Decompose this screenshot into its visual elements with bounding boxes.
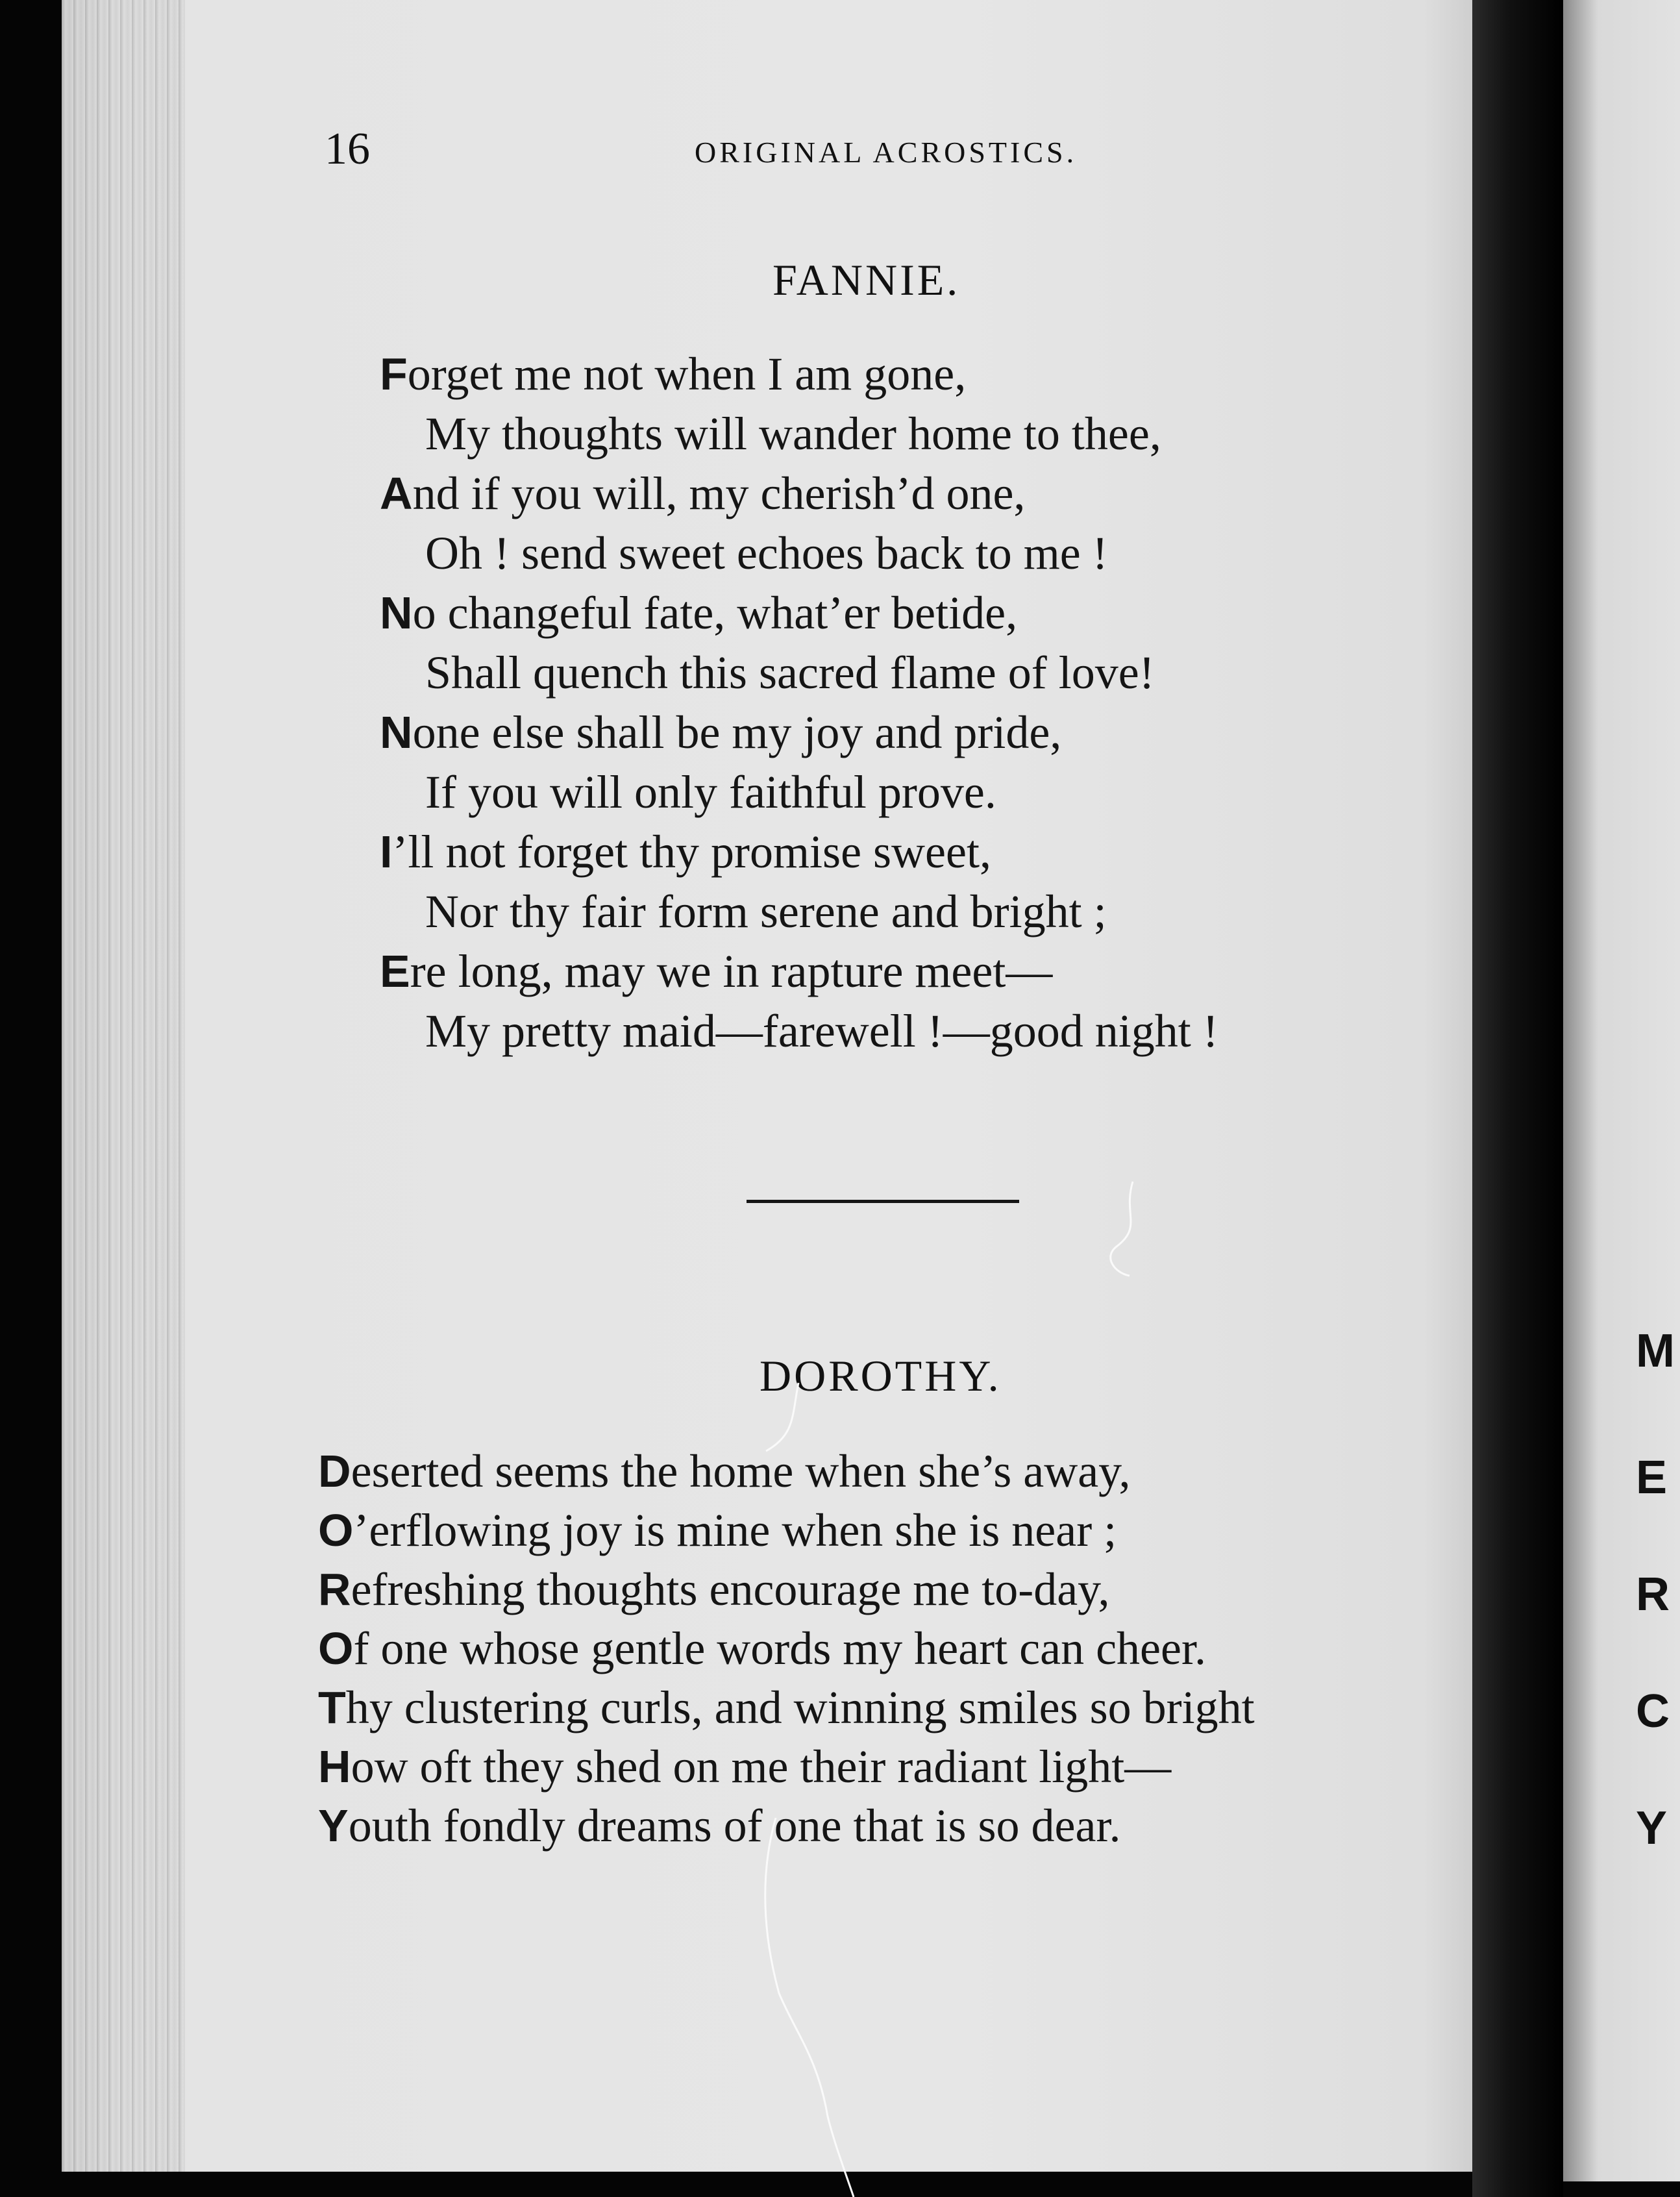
acrostic-initial: T [318,1682,346,1733]
line-text: ’erflowing joy is mine when she is near ; [353,1504,1117,1556]
line-text: efreshing thoughts encourage me to-day, [351,1563,1110,1615]
facing-page-letter: M [1636,1325,1675,1377]
line-text: My pretty maid—farewell !—good night ! [425,1005,1218,1057]
facing-page-letter: E [1636,1452,1668,1504]
line-text: one else shall be my joy and pride, [412,706,1062,758]
acrostic-initial: N [380,707,413,758]
running-head-title: ORIGINAL ACROSTICS. [695,136,1078,169]
line-text: orget me not when I am gone, [407,348,967,400]
acrostic-initial: N [380,588,413,638]
poem-title: DOROTHY. [760,1351,1002,1400]
acrostic-initial: E [380,946,410,997]
acrostic-initial: D [318,1446,351,1496]
acrostic-initial: O [318,1623,354,1674]
facing-page-letter: Y [1636,1802,1668,1854]
facing-page-letter: R [1636,1569,1670,1620]
line-text: eserted seems the home when she’s away, [351,1445,1131,1497]
line-text: f one whose gentle words my heart can cheer. [353,1622,1206,1674]
acrostic-initial: F [380,349,408,399]
line-text: re long, may we in rapture meet— [410,945,1053,997]
line-text: If you will only faithful prove. [425,766,996,818]
line-text: ’ll not forget thy promise sweet, [392,826,991,878]
line-text: outh fondly dreams of one that is so dear. [348,1800,1121,1852]
line-text: Nor thy fair form serene and bright ; [425,886,1107,937]
acrostic-initial: Y [318,1800,349,1851]
acrostic-initial: R [318,1564,351,1615]
poem-title: FANNIE. [772,255,961,304]
page-number: 16 [325,124,370,174]
line-text: hy clustering curls, and winning smiles so bright [345,1682,1255,1733]
line-text: My thoughts will wander home to thee, [425,408,1161,460]
acrostic-initial: A [380,468,413,519]
acrostic-initial: I [380,826,393,877]
line-text: ow oft they shed on me their radiant light— [351,1741,1172,1793]
line-text: nd if you will, my cherish’d one, [412,467,1026,519]
acrostic-initial: H [318,1741,351,1792]
line-text: o changeful fate, what’er betide, [412,587,1018,639]
line-text: Shall quench this sacred flame of love! [425,647,1155,699]
facing-page-letter: C [1636,1685,1670,1737]
acrostic-initial: O [318,1505,354,1556]
line-text: Oh ! send sweet echoes back to me ! [425,527,1108,579]
